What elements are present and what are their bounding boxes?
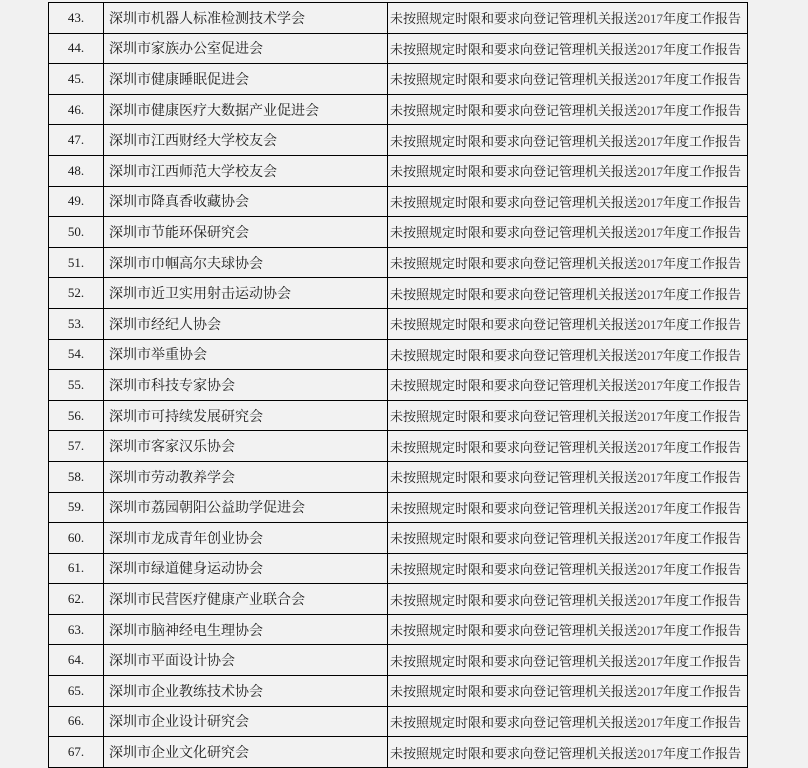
- report-year-text: 2017: [637, 256, 664, 272]
- violation-text: 未按照规定时限和要求向登记管理机关报送: [390, 317, 638, 333]
- violation-text: 未按照规定时限和要求向登记管理机关报送: [390, 41, 638, 57]
- row-number-cell: 58.: [49, 461, 104, 492]
- violation-text: 未按照规定时限和要求向登记管理机关报送: [390, 72, 638, 88]
- report-year-text: 2017: [637, 561, 664, 577]
- violation-text: 未按照规定时限和要求向登记管理机关报送: [390, 531, 638, 547]
- violation-text: 年度工作报告: [663, 103, 742, 119]
- report-year-text: 2017: [637, 714, 664, 730]
- row-number-cell: 48.: [49, 155, 104, 186]
- org-name-cell: 深圳市脑神经电生理协会: [104, 614, 388, 645]
- violation-cell: [388, 431, 748, 462]
- org-name-cell: 深圳市荔园朝阳公益助学促进会: [104, 492, 388, 523]
- violation-cell: [388, 339, 748, 370]
- violation-cell: [388, 645, 748, 676]
- report-year-text: 2017: [637, 684, 664, 700]
- row-number-cell: 62.: [49, 584, 104, 615]
- table-row: [49, 706, 748, 737]
- violation-text: 未按照规定时限和要求向登记管理机关报送: [390, 439, 638, 455]
- table-row: [49, 645, 748, 676]
- violation-text: 年度工作报告: [663, 745, 742, 761]
- violation-cell: [388, 247, 748, 278]
- violation-text: 未按照规定时限和要求向登记管理机关报送: [390, 714, 638, 730]
- violation-text: 未按照规定时限和要求向登记管理机关报送: [390, 164, 638, 180]
- row-number-cell: 67.: [49, 737, 104, 768]
- violation-text: 年度工作报告: [663, 256, 742, 272]
- violation-text: 未按照规定时限和要求向登记管理机关报送: [390, 623, 638, 639]
- row-number-cell: 47.: [49, 125, 104, 156]
- violation-cell: [388, 64, 748, 95]
- org-name-cell: 深圳市企业教练技术协会: [104, 676, 388, 707]
- org-name-cell: 深圳市客家汉乐协会: [104, 431, 388, 462]
- report-year-text: 2017: [637, 103, 664, 119]
- org-name-cell: 深圳市机器人标准检测技术学会: [104, 3, 388, 34]
- table-row: [49, 614, 748, 645]
- table-row: [49, 492, 748, 523]
- table-row: [49, 247, 748, 278]
- violation-text: 未按照规定时限和要求向登记管理机关报送: [390, 561, 638, 577]
- violation-text: 年度工作报告: [663, 439, 742, 455]
- violation-cell: [388, 553, 748, 584]
- violation-text: 未按照规定时限和要求向登记管理机关报送: [390, 11, 638, 27]
- report-year-text: 2017: [637, 470, 664, 486]
- row-number-cell: 56.: [49, 400, 104, 431]
- violation-text: 年度工作报告: [663, 286, 742, 302]
- table-row: [49, 3, 748, 34]
- report-year-text: 2017: [637, 500, 664, 516]
- violation-text: 未按照规定时限和要求向登记管理机关报送: [390, 684, 638, 700]
- row-number-cell: 57.: [49, 431, 104, 462]
- violation-cell: [388, 278, 748, 309]
- violation-text: 年度工作报告: [663, 194, 742, 210]
- table-row: [49, 523, 748, 554]
- report-year-text: 2017: [637, 225, 664, 241]
- row-number-cell: 63.: [49, 614, 104, 645]
- violation-text: 年度工作报告: [663, 623, 742, 639]
- report-year-text: 2017: [637, 653, 664, 669]
- violation-text: 未按照规定时限和要求向登记管理机关报送: [390, 347, 638, 363]
- row-number-cell: 43.: [49, 3, 104, 34]
- table-row: [49, 737, 748, 768]
- violation-cell: [388, 614, 748, 645]
- violation-cell: [388, 217, 748, 248]
- row-number-cell: 50.: [49, 217, 104, 248]
- violation-text: 年度工作报告: [663, 409, 742, 425]
- table-row: [49, 584, 748, 615]
- row-number-cell: 45.: [49, 64, 104, 95]
- violation-cell: [388, 706, 748, 737]
- violation-text: 未按照规定时限和要求向登记管理机关报送: [390, 592, 638, 608]
- report-year-text: 2017: [637, 745, 664, 761]
- report-year-text: 2017: [637, 439, 664, 455]
- report-year-text: 2017: [637, 623, 664, 639]
- violation-cell: [388, 33, 748, 64]
- org-name-cell: 深圳市近卫实用射击运动协会: [104, 278, 388, 309]
- org-name-cell: 深圳市节能环保研究会: [104, 217, 388, 248]
- org-name-cell: 深圳市江西师范大学校友会: [104, 155, 388, 186]
- report-year-text: 2017: [637, 592, 664, 608]
- row-number-cell: 49.: [49, 186, 104, 217]
- table-row: [49, 278, 748, 309]
- report-year-text: 2017: [637, 286, 664, 302]
- row-number-cell: 44.: [49, 33, 104, 64]
- org-name-cell: 深圳市龙成青年创业协会: [104, 523, 388, 554]
- violation-text: 未按照规定时限和要求向登记管理机关报送: [390, 225, 638, 241]
- org-name-cell: 深圳市平面设计协会: [104, 645, 388, 676]
- report-table-body: [49, 3, 748, 768]
- org-name-cell: 深圳市企业设计研究会: [104, 706, 388, 737]
- violation-text: 年度工作报告: [663, 164, 742, 180]
- table-row: [49, 125, 748, 156]
- table-row: [49, 217, 748, 248]
- report-year-text: 2017: [637, 194, 664, 210]
- table-row: [49, 339, 748, 370]
- report-table-container: [48, 2, 748, 768]
- table-row: [49, 94, 748, 125]
- org-name-cell: 深圳市绿道健身运动协会: [104, 553, 388, 584]
- table-row: [49, 676, 748, 707]
- row-number-cell: 54.: [49, 339, 104, 370]
- report-year-text: 2017: [637, 378, 664, 394]
- row-number-cell: 55.: [49, 370, 104, 401]
- violation-text: 未按照规定时限和要求向登记管理机关报送: [390, 500, 638, 516]
- org-name-cell: 深圳市家族办公室促进会: [104, 33, 388, 64]
- org-name-cell: 深圳市健康睡眠促进会: [104, 64, 388, 95]
- violation-cell: [388, 186, 748, 217]
- row-number-cell: 60.: [49, 523, 104, 554]
- violation-cell: [388, 676, 748, 707]
- violation-text: 年度工作报告: [663, 378, 742, 394]
- row-number-cell: 52.: [49, 278, 104, 309]
- row-number-cell: 51.: [49, 247, 104, 278]
- violation-cell: [388, 125, 748, 156]
- violation-text: 年度工作报告: [663, 41, 742, 57]
- violation-text: 年度工作报告: [663, 317, 742, 333]
- table-row: [49, 400, 748, 431]
- violation-cell: [388, 308, 748, 339]
- table-row: [49, 431, 748, 462]
- violation-cell: [388, 523, 748, 554]
- violation-text: 年度工作报告: [663, 347, 742, 363]
- violation-text: 年度工作报告: [663, 72, 742, 88]
- org-name-cell: 深圳市可持续发展研究会: [104, 400, 388, 431]
- table-row: [49, 553, 748, 584]
- report-year-text: 2017: [637, 531, 664, 547]
- table-row: [49, 64, 748, 95]
- org-name-cell: 深圳市江西财经大学校友会: [104, 125, 388, 156]
- violation-text: 未按照规定时限和要求向登记管理机关报送: [390, 378, 638, 394]
- org-name-cell: 深圳市企业文化研究会: [104, 737, 388, 768]
- violation-cell: [388, 584, 748, 615]
- violation-text: 未按照规定时限和要求向登记管理机关报送: [390, 133, 638, 149]
- violation-cell: [388, 370, 748, 401]
- violation-text: 年度工作报告: [663, 500, 742, 516]
- violation-text: 年度工作报告: [663, 531, 742, 547]
- violation-text: 年度工作报告: [663, 470, 742, 486]
- table-row: [49, 461, 748, 492]
- report-year-text: 2017: [637, 133, 664, 149]
- report-year-text: 2017: [637, 317, 664, 333]
- report-year-text: 2017: [637, 11, 664, 27]
- row-number-cell: 64.: [49, 645, 104, 676]
- violation-cell: [388, 492, 748, 523]
- violation-text: 年度工作报告: [663, 561, 742, 577]
- table-row: [49, 370, 748, 401]
- violation-text: 未按照规定时限和要求向登记管理机关报送: [390, 194, 638, 210]
- violation-text: 未按照规定时限和要求向登记管理机关报送: [390, 745, 638, 761]
- violation-cell: [388, 737, 748, 768]
- violation-text: 年度工作报告: [663, 653, 742, 669]
- annual-report-violation-table: [48, 2, 748, 768]
- violation-text: 未按照规定时限和要求向登记管理机关报送: [390, 103, 638, 119]
- violation-cell: [388, 155, 748, 186]
- row-number-cell: 66.: [49, 706, 104, 737]
- violation-text: 未按照规定时限和要求向登记管理机关报送: [390, 409, 638, 425]
- report-year-text: 2017: [637, 347, 664, 363]
- org-name-cell: 深圳市降真香收藏协会: [104, 186, 388, 217]
- row-number-cell: 46.: [49, 94, 104, 125]
- violation-cell: [388, 94, 748, 125]
- violation-text: 年度工作报告: [663, 684, 742, 700]
- table-row: [49, 186, 748, 217]
- violation-text: 未按照规定时限和要求向登记管理机关报送: [390, 653, 638, 669]
- table-row: [49, 155, 748, 186]
- org-name-cell: 深圳市经纪人协会: [104, 308, 388, 339]
- org-name-cell: 深圳市民营医疗健康产业联合会: [104, 584, 388, 615]
- report-year-text: 2017: [637, 41, 664, 57]
- report-year-text: 2017: [637, 409, 664, 425]
- org-name-cell: 深圳市劳动教养学会: [104, 461, 388, 492]
- row-number-cell: 65.: [49, 676, 104, 707]
- violation-text: 年度工作报告: [663, 592, 742, 608]
- violation-text: 未按照规定时限和要求向登记管理机关报送: [390, 256, 638, 272]
- org-name-cell: 深圳市科技专家协会: [104, 370, 388, 401]
- violation-text: 年度工作报告: [663, 11, 742, 27]
- violation-cell: [388, 400, 748, 431]
- table-row: [49, 33, 748, 64]
- org-name-cell: 深圳市举重协会: [104, 339, 388, 370]
- org-name-cell: 深圳市巾帼高尔夫球协会: [104, 247, 388, 278]
- violation-text: 年度工作报告: [663, 133, 742, 149]
- org-name-cell: 深圳市健康医疗大数据产业促进会: [104, 94, 388, 125]
- row-number-cell: 61.: [49, 553, 104, 584]
- violation-text: 未按照规定时限和要求向登记管理机关报送: [390, 470, 638, 486]
- violation-text: 年度工作报告: [663, 714, 742, 730]
- violation-cell: [388, 3, 748, 34]
- report-year-text: 2017: [637, 164, 664, 180]
- violation-text: 未按照规定时限和要求向登记管理机关报送: [390, 286, 638, 302]
- row-number-cell: 53.: [49, 308, 104, 339]
- row-number-cell: 59.: [49, 492, 104, 523]
- violation-cell: [388, 461, 748, 492]
- table-row: [49, 308, 748, 339]
- violation-text: 年度工作报告: [663, 225, 742, 241]
- report-year-text: 2017: [637, 72, 664, 88]
